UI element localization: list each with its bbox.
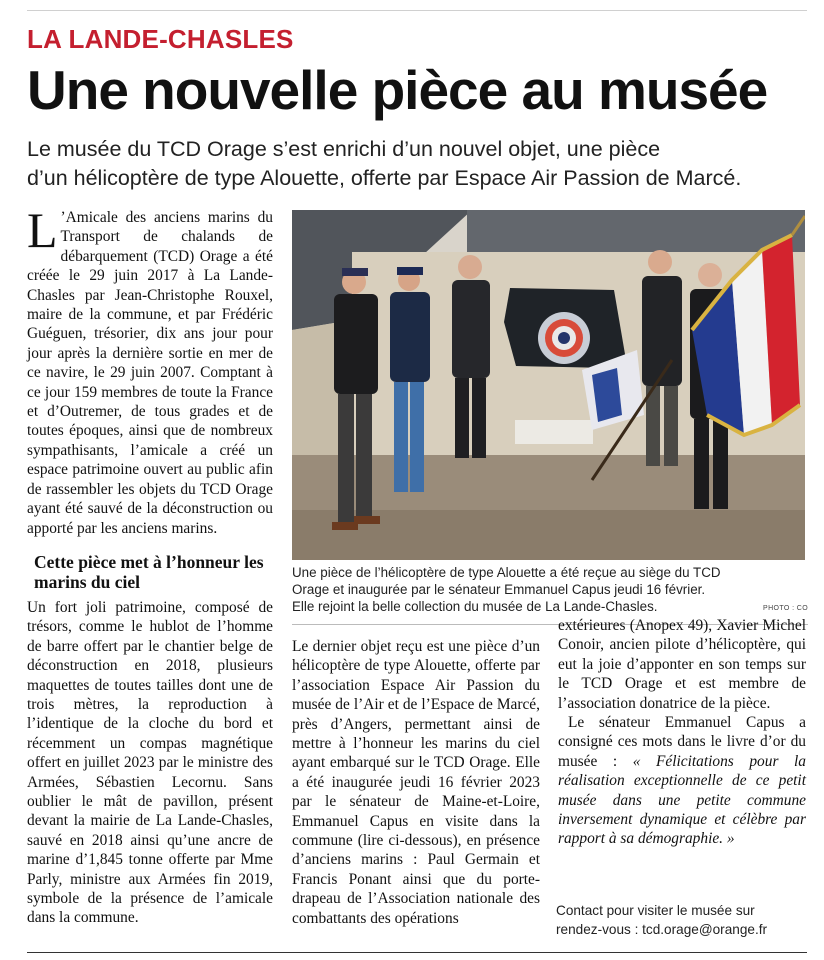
contact-info — [556, 901, 808, 939]
drop-cap: L — [27, 202, 58, 258]
intro-paragraph — [27, 202, 273, 538]
article-standfirst — [27, 135, 817, 193]
standfirst-line-1: Le musée du TCD Orage s’est enrichi d’un nouvel objet, une pièce — [27, 137, 661, 161]
column-left — [27, 202, 273, 928]
article-photo — [292, 210, 805, 560]
column-right — [558, 616, 806, 849]
top-rule — [27, 10, 807, 11]
body-paragraph-3: Le dernier objet reçu est une pièce d’un hélicoptère de type Alouette, offerte par l’association Espace Air Passion du musée de l’Air et de l’Espace de Marcé, près d’Angers, permettant ainsi de mettre à l’honneur les marins du ciel ayant embarqué sur le TCD Orage. Elle a été inaugurée jeudi 16 février 2023 par le sénateur de Maine-et-Loire, Emmanuel Capus en visite dans la commune (lire ci-dessous), en présence d’anciens marins : Paul Germain et Francis Ponant ainsi que du porte-drapeau de l’Association nationale des combattants des opérations — [292, 638, 540, 927]
photo-illustration — [292, 210, 805, 560]
article-headline: Une nouvelle pièce au musée — [27, 59, 768, 121]
body-paragraph-5 — [558, 713, 806, 849]
caption-line-1: Une pièce de l’hélicoptère de type Alouette a été reçue au siège du TCD — [292, 565, 721, 580]
column-middle — [292, 637, 540, 928]
caption-line-2: Orage et inaugurée par le sénateur Emmanuel Capus jeudi 16 février. — [292, 582, 706, 597]
contact-line-1: Contact pour visiter le musée sur — [556, 903, 755, 918]
caption-line-3: Elle rejoint la belle collection du musée de La Lande-Chasles. — [292, 599, 658, 614]
body-paragraph-2: Un fort joli patrimoine, composé de trésors, comme le hublot de l’homme de barre offert par le chantier belge de déconstruction en 2018, plusieurs maquettes de toutes tailles dont une de trois mètres, la reproduction à l’identique de la cloche du bord et récemment un compas magnétique offert en juillet 2023 par le ministre des Armées, Sébastien Lecornu. Sans oublier le mât de pavillon, présent devant la mairie de La Lande-Chasles, sauvé en 2018 ainsi qu’une ancre de marine d’1,845 tonne offerte par Mme Parly, ministre aux Armées fin 2019, symbole de la présence de l’amicale dans la commune. — [27, 598, 273, 927]
standfirst-line-2: d’un hélicoptère de type Alouette, offerte par Espace Air Passion de Marcé. — [27, 166, 742, 190]
article-kicker: LA LANDE-CHASLES — [27, 24, 294, 54]
photo-caption — [292, 564, 812, 615]
contact-line-2: rendez-vous : tcd.orage@orange.fr — [556, 922, 768, 937]
bottom-rule — [27, 952, 807, 953]
senator-quote: « Félicitations pour la réalisation exceptionnelle de ce petit musée dans une petite commune inversement dynamique et célèbre par rapport à sa démographie. » — [558, 752, 806, 848]
intertitle: Cette pièce met à l’honneur les marins du ciel — [34, 551, 264, 592]
quote-lead: Le sénateur Emmanuel Capus a consigné ces mots dans le livre d’or du musée : — [558, 714, 806, 770]
photo-credit: PHOTO : CO — [763, 605, 809, 612]
body-paragraph-4: extérieures (Anopex 49), Xavier Michel Conoir, ancien pilote d’hélicoptère, qui eut la joie d’apponter en son temps sur le TCD Orage et est membre de l’association donatrice de la pièce. — [558, 617, 806, 712]
intro-text: ’Amicale des anciens marins du Transport de chalands de débarquement (TCD) Orage a été créée le 29 juin 2017 à La Lande-Chasles par Jean-Christophe Rouxel, maire de la commune, et par Frédéric Guéguen, trésorier, dix ans jour pour jour après la dernière sortie en mer de ce navire, le 29 juin 2007. Comptant à ce jour 159 membres de toute la France et d’Outremer, de tous grades et de toutes époques, ainsi que de nombreux sympathisants, l’amicale a créé un espace patrimoine ouvert au public afin de rassembler les objets du TCD Orage ayant été sauvé de la déconstruction ou apporté par les anciens marins. — [27, 209, 273, 537]
